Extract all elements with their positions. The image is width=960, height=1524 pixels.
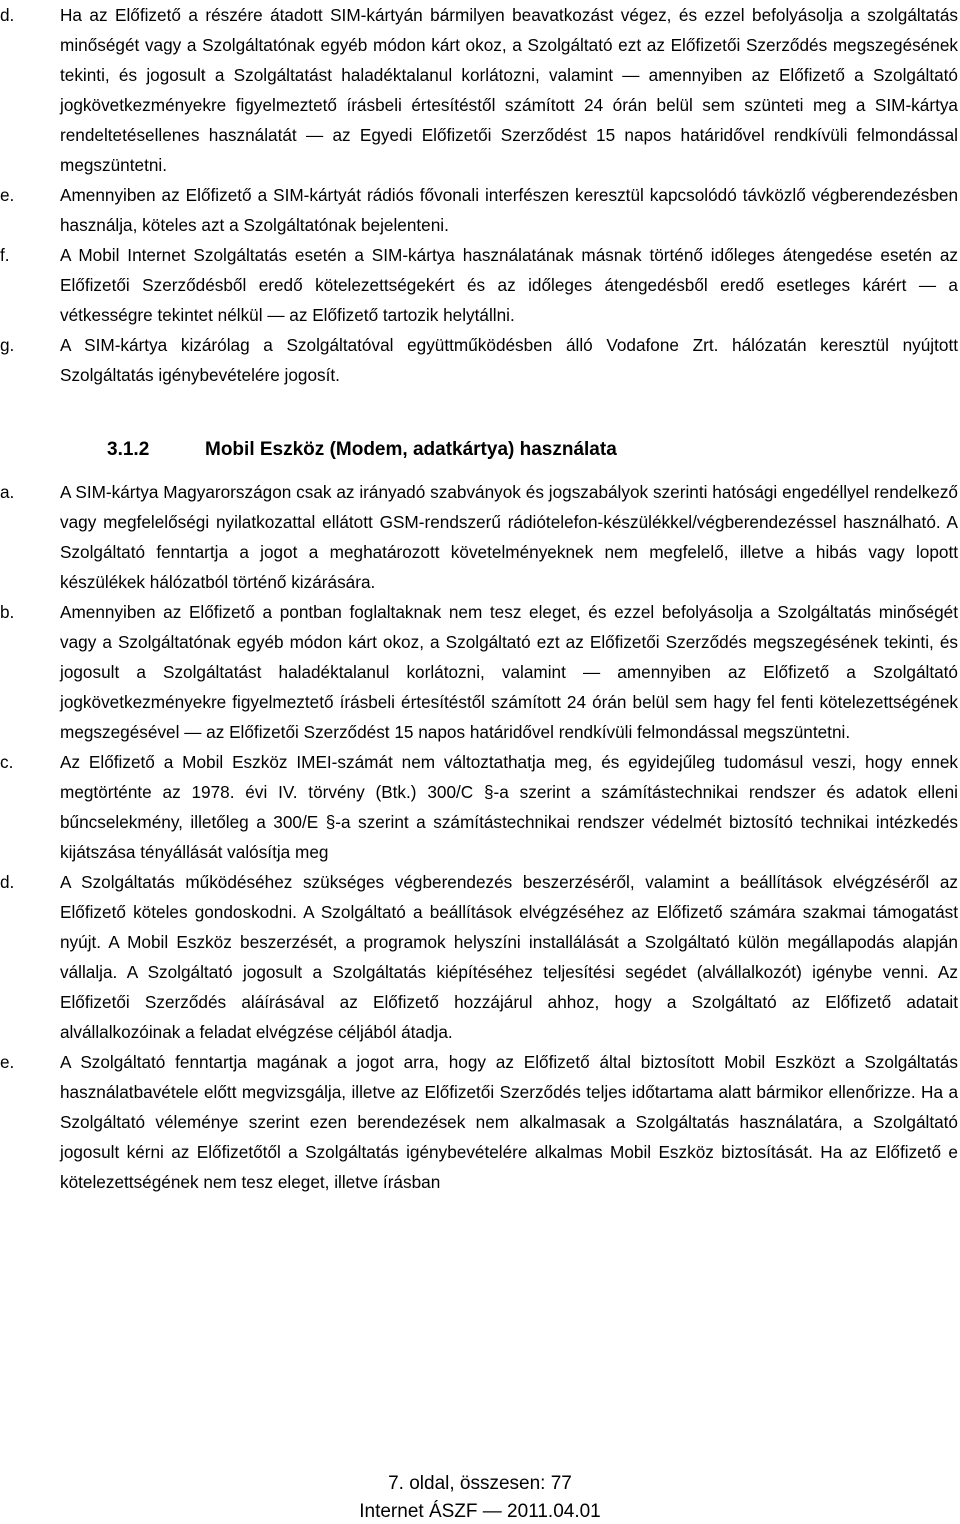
- list-letter: a.: [0, 482, 15, 502]
- list-letter: d.: [0, 872, 15, 892]
- page-number: 7. oldal, összesen: 77: [388, 1473, 572, 1494]
- list-item-b: [0, 597, 960, 747]
- section-heading: [0, 435, 960, 465]
- list-letter: f.: [0, 245, 10, 265]
- list-item-c: [0, 747, 960, 867]
- list-letter: e.: [0, 185, 15, 205]
- list-item-text: A Szolgáltatás működéséhez szükséges végberendezés beszerzéséről, valamint a beállítások elvégzéséről az Előfizető köteles gondoskodni. A Szolgáltató a beállítások elvégzéséhez az Előfizető számára szakmai támogatást nyújt. A Mobil Eszköz beszerzését, a programok helyszíni installálását a Szolgáltató külön megállapodás alapján vállalja. A Szolgáltató jogosult a Szolgáltatás kiépítéséhez teljesítési segédet (alvállalkozót) igénybe venni. Az Előfizetői Szerződés aláírásával az Előfizető hozzájárul ahhoz, hogy a Szolgáltató az Előfizető adatait alvállalkozóinak a feladat elvégzése céljából átadja.: [60, 872, 958, 1042]
- list-item-text: Ha az Előfizető a részére átadott SIM-kártyán bármilyen beavatkozást végez, és ezzel befolyásolja a szolgáltatás minőségét vagy a Szolgáltatónak egyéb módon kárt okoz, a Szolgáltató ezt az Előfizetői Szerződés megszegésének tekinti, és jogosult a Szolgáltatást haladéktalanul korlátozni, valamint — amennyiben az Előfizető a Szolgáltató jogkövetkezményekre figyelmeztető írásbeli értesítéstől számított 24 órán belül sem szünteti meg a SIM-kártya rendeltetésellenes használatát — az Egyedi Előfizetői Szerződést 15 napos határidővel rendkívüli felmondással megszüntetni.: [60, 5, 958, 175]
- list-item-a: [0, 477, 960, 597]
- list-item-f-top: [0, 240, 960, 330]
- section-title: Mobil Eszköz (Modem, adatkártya) használata: [205, 439, 617, 460]
- list-item-text: Az Előfizető a Mobil Eszköz IMEI-számát nem változtathatja meg, és egyidejűleg tudomásul veszi, hogy ennek megtörténte az 1978. évi IV. törvény (Btk.) 300/C §-a szerint a számítástechnikai rendszer és adatok elleni bűncselekmény, illetőleg a 300/E §-a szerint a számítástechnikai rendszer védelmét biztosító technikai intézkedés kijátszása tényállását valósítja meg: [60, 752, 958, 862]
- list-item-text: A SIM-kártya Magyarországon csak az irányadó szabványok és jogszabályok szerinti hatósági engedéllyel rendelkező vagy megfelelőségi nyilatkozattal ellátott GSM-rendszerű rádiótelefon-készülékkel/végberendezéssel használható. A Szolgáltató fenntartja a jogot a meghatározott követelményeknek nem megfelelő, illetve a hibás vagy lopott készülékek hálózatból történő kizárására.: [60, 482, 958, 592]
- list-item-text: Amennyiben az Előfizető a pontban foglaltaknak nem tesz eleget, és ezzel befolyásolja a Szolgáltatás minőségét vagy a Szolgáltatónak egyéb módon kárt okoz, a Szolgáltató ezt az Előfizetői Szerződés megszegésének tekinti, és jogosult a Szolgáltatást haladéktalanul korlátozni, valamint — amennyiben az Előfizető a Szolgáltató jogkövetkezményekre figyelmeztető írásbeli értesítéstől számított 24 órán belül sem hagy fel fenti kötelezettségének megszegésével — az Előfizetői Szerződést 15 napos határidővel rendkívüli felmondással megszüntetni.: [60, 602, 958, 742]
- list-item-d: [0, 867, 960, 1047]
- list-letter: c.: [0, 752, 14, 772]
- list-item-d-top: [0, 0, 960, 180]
- list-item-text: A Mobil Internet Szolgáltatás esetén a SIM-kártya használatának másnak történő időleges átengedése esetén az Előfizetői Szerződésből eredő kötelezettségekért és az időleges átengedésből eredő esetleges kárért — a vétkességre tekintet nélkül — az Előfizető tartozik helytállni.: [60, 245, 958, 325]
- list-letter: e.: [0, 1052, 15, 1072]
- list-item-e-top: [0, 180, 960, 240]
- document-footer: Internet ÁSZF — 2011.04.01: [359, 1501, 601, 1522]
- section-number: 3.1.2: [107, 439, 150, 460]
- list-letter: b.: [0, 602, 15, 622]
- list-item-text: Amennyiben az Előfizető a SIM-kártyát rádiós fővonali interfészen keresztül kapcsolódó távközlő végberendezésben használja, köteles azt a Szolgáltatónak bejelenteni.: [60, 185, 958, 235]
- list-item-g-top: [0, 330, 960, 390]
- list-bottom: [0, 477, 960, 1197]
- list-item-e: [0, 1047, 960, 1197]
- list-top: [0, 0, 960, 390]
- list-letter: d.: [0, 5, 15, 25]
- list-item-text: A SIM-kártya kizárólag a Szolgáltatóval együttműködésben álló Vodafone Zrt. hálózatán keresztül nyújtott Szolgáltatás igénybevételére jogosít.: [60, 335, 958, 385]
- list-item-text: A Szolgáltató fenntartja magának a jogot arra, hogy az Előfizető által biztosított Mobil Eszközt a Szolgáltatás használatbavétele előtt megvizsgálja, illetve az Előfizetői Szerződés teljes időtartama alatt bármikor ellenőrizze. Ha a Szolgáltató véleménye szerint ezen berendezések nem alkalmasak a Szolgáltatás használatára, a Szolgáltató jogosult kérni az Előfizetőtől a Szolgáltatás igénybevételére alkalmas Mobil Eszköz biztosítását. Ha az Előfizető e kötelezettségének nem tesz eleget, illetve írásban: [60, 1052, 958, 1192]
- list-letter: g.: [0, 335, 15, 355]
